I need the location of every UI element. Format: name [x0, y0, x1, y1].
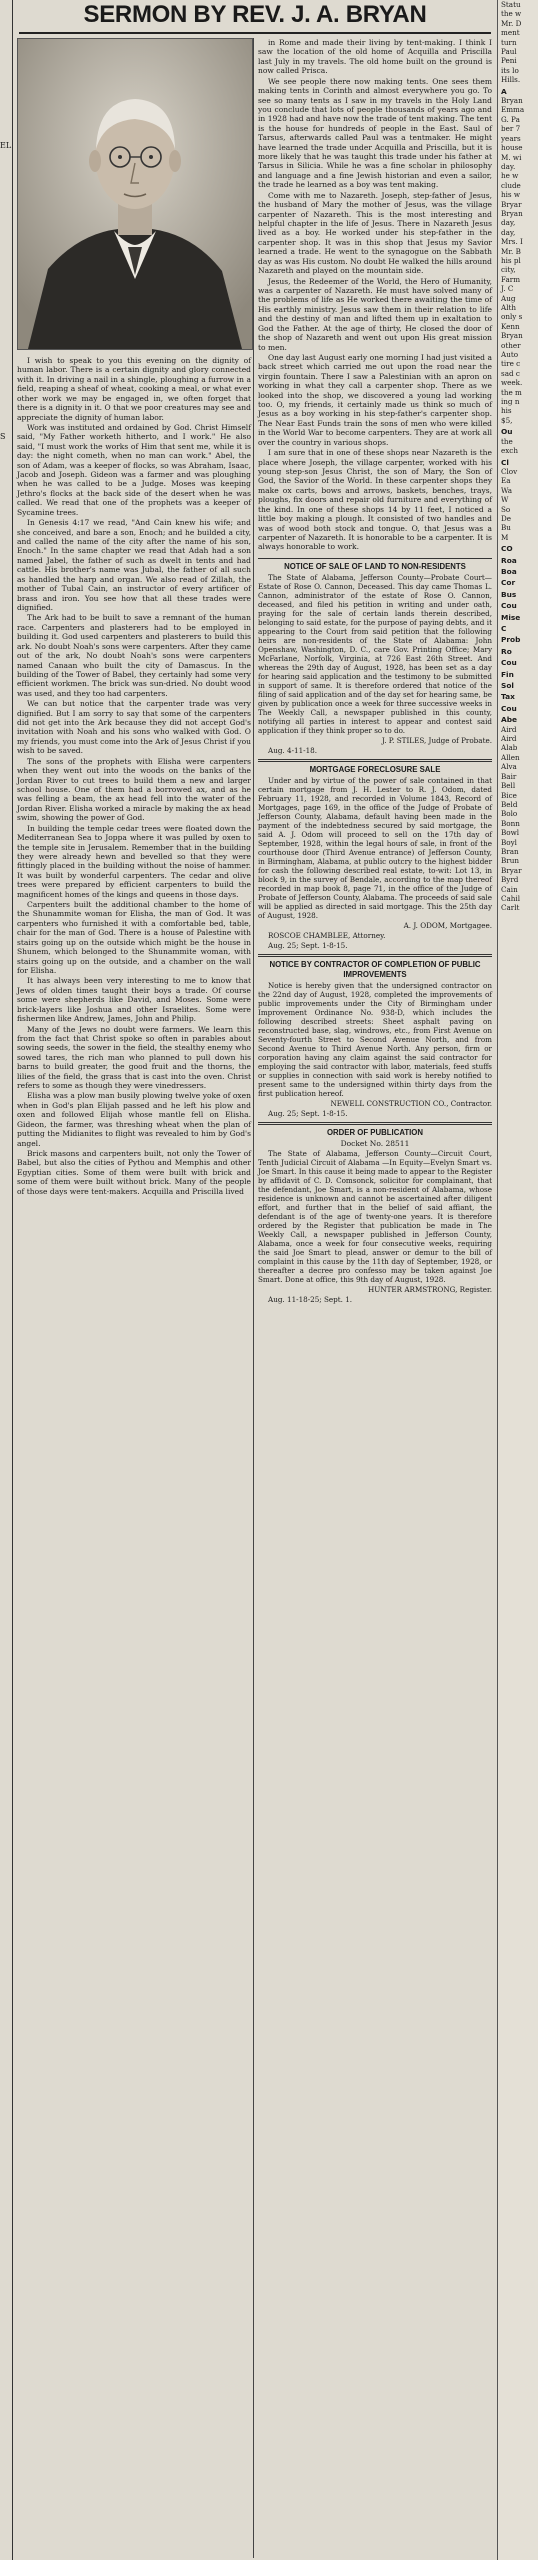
- portrait-image: [18, 39, 252, 349]
- right-fragment: Bowl: [501, 828, 520, 838]
- right-fragment: Bryan: [501, 331, 523, 341]
- right-fragment: W: [501, 495, 509, 505]
- right-fragment: Mr. B: [501, 246, 521, 256]
- right-fragment: day,: [501, 218, 516, 228]
- right-fragment: Hills.: [501, 75, 521, 85]
- right-fragment: Mr. D: [501, 18, 522, 28]
- right-fragment: Alab: [501, 743, 518, 753]
- right-fragment: ber 7: [501, 124, 521, 134]
- right-fragment: other: [501, 340, 521, 350]
- right-fragment: J. C: [501, 284, 514, 294]
- notice-signature: HUNTER ARMSTRONG, Register.: [367, 1285, 492, 1295]
- notice-signature: A. J. ODOM, Mortgagee.: [403, 920, 492, 930]
- right-fragment: Beld: [501, 799, 518, 809]
- notice-body: Notice is hereby given that the undersigned contractor on the 22nd day of August, 1928, completed the improvements of public improvements under the City of Birmingham under Improvement Ordinance No. 938-D, which includes the following described streets: Sheet asphalt paving on reconstructed base, slag, windrows, etc., from First Avenue on Seventy-fourth Street to Second Avenue North, and from Second Avenue to Third Avenue North. Any person, firm or corporation having any claim against the said contractor for employing the said contractor with labor, materials, feed stuffs or supplies in connection with said work is hereby notified to present same to the undersigned within thirty days from the first publication hereof.: [258, 980, 492, 1098]
- right-fragment: years: [501, 133, 521, 143]
- column-rule: [253, 38, 254, 2558]
- right-fragment: its lo: [501, 65, 519, 75]
- notice-dates: Aug. 25; Sept. 1-8-15.: [268, 940, 348, 950]
- right-fragment: Ea: [501, 476, 511, 486]
- legal-notice-publication: [258, 1122, 492, 1304]
- right-fragment: ing n: [501, 397, 520, 407]
- right-fragment: sad c: [501, 368, 520, 378]
- right-fragment: Roa: [501, 555, 517, 565]
- sermon-paragraph: The sons of the prophets with Elisha were carpenters when they went out into the woods on the banks of the Jordan River to cut trees to build them a new and larger school house. One of them had a borrowed ax, and as he was felling a beam, the ax head fell into the water of the Jordan River. Elisha worked a miracle by making the ax head swim, showing the power of God.: [17, 756, 251, 823]
- right-fragment: Fin: [501, 669, 514, 679]
- right-fragment: house: [501, 143, 523, 153]
- right-fragment: Cou: [501, 601, 517, 611]
- right-fragment: Prob: [501, 635, 521, 645]
- notice-body: The State of Alabama, Jefferson County—Probate Court—Estate of Rose O. Cannon, Deceased. This day came Thomas L. Cannon, administrator of the estate of Rose O. Cannon, deceased, and filed his petition in writing and under oath, praying for the sale of certain lands therein described, belonging to said estate, for the purpose of paying debts, and it appearing to the Court from said petition that the following heirs are non-residents of the State of Alabama: John Openshaw, Washington, D. C., care Gov. Printing Office; Mary McFarlane, Norfolk, Virginia, at 726 East 26th Street. And whereas the 29th day of August, 1928, has been set as a day for hearing said application and the testimony to be submitted in support of same. It is therefore ordered that notice of the filing of said application and of the day set for hearing same, be given by publication once a week for three successive weeks in The Weekly Call, a newspaper published in this county, notifying all parties in interest to appear and contest said application if they think proper so to do.: [258, 572, 492, 735]
- sermon-paragraph: Work was instituted and ordained by God. Christ Himself said, "My Father worketh hitherto, and I work." He also said, "I must work the works of Him that sent me, while it is day: the night cometh, when no man can work." Abel, the son of Adam, was a keeper of flocks, so was Abraham, Isaac, Jacob and Joseph. Gideon was a farmer and was ploughing when he was called to be a Judge. Moses was keeping Jethro's flocks at the back side of the desert when he was called. We read that one of the prophets was a keeper of Sycamine trees.: [17, 422, 251, 517]
- right-fragment: Clov: [501, 466, 518, 476]
- right-fragment: CO: [501, 544, 513, 554]
- right-fragment: his pl: [501, 255, 521, 265]
- right-fragment: Bryar: [501, 199, 522, 209]
- right-fragment: the w: [501, 9, 522, 19]
- notice-signature: NEWELL CONSTRUCTION CO., Contractor.: [330, 1098, 492, 1108]
- right-fragment: Boa: [501, 566, 517, 576]
- sermon-paragraph: Jesus, the Redeemer of the World, the Hero of Humanity, was a carpenter of Nazareth. He must have solved many of the problems of life as He worked there awaiting the time of His earthly ministry. Jesus saw them in their relation to life and the destiny of man and lifted them up in exaltation to God the Father. At the age of thirty, He closed the door of the shop of Nazareth and went out upon His great mission to men.: [258, 276, 492, 352]
- notice-docket: Docket No. 28511: [340, 1138, 410, 1148]
- right-fragment: Emma: [501, 105, 525, 115]
- legal-notice-mortgage: [258, 759, 492, 950]
- right-fragment: day.: [501, 161, 516, 171]
- right-fragment: ment: [501, 28, 520, 38]
- sermon-paragraph: We can but notice that the carpenter trade was very dignified. But I am sorry to say that some of the carpenters did not get into the Ark because they did not accept God's invitation with Noah and his sons who walked with God. O my friends, you must come into the Ark of Jesus Christ if you wish to be saved.: [17, 699, 251, 756]
- right-fragment: Bryan: [501, 208, 523, 218]
- notice-dates: Aug. 4-11-18.: [268, 745, 317, 755]
- notice-heading: ORDER OF PUBLICATION: [326, 1127, 423, 1137]
- sermon-paragraph: in Rome and made their living by tent-making. I think I saw the location of the old home of Acquilla and Priscilla last July in my travels. The old home built on the ground is now called Prisca.: [258, 38, 492, 76]
- right-fragment: tire c: [501, 359, 521, 369]
- right-fragment: Mrs. I: [501, 237, 523, 247]
- portrait-photo: [17, 38, 253, 350]
- notice-body: The State of Alabama, Jefferson County—Circuit Court, Tenth Judicial Circuit of Alabama —In Equity—Evelyn Smart vs. Joe Smart. In this cause it being made to appear to the Register by affidavit of C. D. Comsonck, solicitor for complainant, that the defendant, Joe Smart, is a non-resident of Alabama, whose residence is unknown and cannot be ascertained after diligent effort, and further that in the belief of said affiant, the defendant is of the age of twenty-one years. It is therefore ordered by the Register that publication be made in The Weekly Call, a newspaper published in Jefferson County, Alabama, once a week for four consecutive weeks, requiring the said Joe Smart to plead, answer or demur to the bill of complaint in this cause by the 11th day of September, 1928, or thereafter a decree pro confesso may be taken against Joe Smart. Done at office, this 9th day of August, 1928.: [258, 1149, 492, 1285]
- legal-notice-contractor: [258, 954, 492, 1118]
- notice-heading: MORTGAGE FORECLOSURE SALE: [309, 764, 441, 774]
- sermon-article: [12, 0, 497, 2560]
- right-fragment: Bonn: [501, 818, 520, 828]
- right-fragment: Cain: [501, 884, 518, 894]
- right-fragment: M: [501, 532, 509, 542]
- right-fragment: turn: [501, 37, 517, 47]
- right-fragment: Kenn: [501, 321, 520, 331]
- notice-heading: NOTICE OF SALE OF LAND TO NON-RESIDENTS: [284, 561, 466, 571]
- right-fragment: Cahil: [501, 893, 521, 903]
- legal-notice-land-sale: [258, 558, 492, 755]
- article-column-1: [17, 38, 251, 1197]
- right-fragment: Aird: [501, 734, 517, 744]
- right-fragment: Aird: [501, 724, 517, 734]
- right-fragment: Brun: [501, 856, 519, 866]
- right-fragment: Bus: [501, 589, 517, 599]
- sermon-paragraph: Come with me to Nazareth. Joseph, step-father of Jesus, the husband of Mary the mother of Jesus, was the village carpenter of Nazareth. This is the most interesting and helpful chapter in the life of Jesus. There in Nazareth Jesus lived as a boy. He worked under his step-father in the carpenter shop. It was in this shop that Jesus my Savior learned a trade. He went to the synagogue on the Sabbath day as was His custom. No doubt He walked the hills around Nazareth and played on the mountain side.: [258, 190, 492, 276]
- left-clipped-column: [0, 0, 12, 2560]
- right-fragment: Farm: [501, 274, 521, 284]
- right-fragment: Carlt: [501, 903, 520, 913]
- sermon-paragraph: We see people there now making tents. One sees them making tents in Corinth and almost everywhere you go. To see so many tents as I saw in my travels in the Holy Land you conclude that lots of people thousands of years ago and in 1928 had and have now the trade of tent making. The tent is the house for hundreds of people in the East. Saul of Tarsus, afterwards called Paul was a tentmaker. He might have learned the trade under Acquilla and Priscilla, but it is more likely that he was taught this trade under his father at Tarsus in Silicia. While he was a fine scholar in philosophy and language and a fine Jewish historian and even a sailor, the trade he learned as a boy was tent making.: [258, 76, 492, 190]
- sermon-paragraph: The Ark had to be built to save a remnant of the human race. Carpenters and plasterers had to be employed in building it. God used carpenters and plasterers to build this ark. No doubt Noah's sons were carpenters. After they came out of the ark, No doubt Noah's sons were carpenters named Canaan who built the city of Damascus. In the building of the Tower of Babel, they certainly had some very efficient workmen. The brick was sun-dried. No doubt wood was used, and they too had carpenters.: [17, 613, 251, 698]
- right-fragment: his w: [501, 190, 521, 200]
- right-fragment: Auto: [501, 350, 519, 360]
- right-fragment: Bu: [501, 523, 511, 533]
- notice-heading: NOTICE BY CONTRACTOR OF COMPLETION OF PUBLIC IMPROVEMENTS: [269, 959, 481, 979]
- right-fragment: day,: [501, 227, 516, 237]
- left-fragment: S: [0, 432, 6, 441]
- article-column-2: [258, 38, 492, 1305]
- right-fragment: Ro: [501, 646, 512, 656]
- right-fragment: Bell: [501, 781, 516, 791]
- right-fragment: Byrd: [501, 875, 519, 885]
- right-fragment: A: [501, 86, 507, 96]
- sermon-paragraph: Many of the Jews no doubt were farmers. We learn this from the fact that Christ spoke so often in parables about sowing seeds, the sower in the field, the stealthy enemy who sowed tares, the rich man who planned to pull down his barns to build greater, the good fruit and the thorns, the lilies of the field, the grass that is cast into the oven. Christ refers to some as though they were vinedressers.: [17, 1024, 251, 1091]
- article-headline: SERMON BY REV. J. A. BRYAN: [19, 0, 491, 34]
- right-fragment: the: [501, 436, 513, 446]
- notice-body: Under and by virtue of the power of sale contained in that certain mortgage from J. H. Lester to R. J. Odom, dated February 11, 1928, and recorded in Volume 1843, Record of Mortgages, page 169, in the office of the Judge of Probate of Jefferson County, Alabama, default having been made in the payment of the indebtedness secured by said mortgage, the said A. J. Odom will proceed to sell on the 17th day of September, 1928, within the legal hours of sale, in front of the courthouse door (Third Avenue entrance) of Jefferson County, in Birmingham, Alabama, at public outcry to the highest bidder for cash the following described real estate, to-wit: Lot 13, in block 9, in the survey of Bendale, according to the map thereof recorded in map book 8, page 71, in the office of the Judge of Probate of Jefferson County, Alabama. The proceeds of said sale will be applied as directed in said mortgage. This the 25th day of August, 1928.: [258, 775, 492, 920]
- right-fragment: he w: [501, 171, 519, 181]
- right-fragment: the m: [501, 387, 522, 397]
- right-fragment: Statu: [501, 0, 521, 9]
- sermon-paragraph: In Genesis 4:17 we read, "And Cain knew his wife; and she conceived, and bare a son, Enoch; and he builded a city, and called the name of the city after the name of his son, Enoch." In the same chapter we read that Adah had a son named Jabel, the father of such as dwelt in tents and had cattle. His brother's name was Jubal, the father of all such as handled the harp and organ. We also read of Zillah, the mother of Tubal Cain, an instructor of every artificer of brass and iron. You see how that all these trades were dignified.: [17, 518, 251, 612]
- right-fragment: Bryar: [501, 865, 522, 875]
- right-fragment: M. wi: [501, 152, 522, 162]
- right-fragment: Cor: [501, 578, 516, 588]
- right-fragment: week.: [501, 378, 523, 388]
- right-fragment: Alth: [501, 303, 517, 312]
- sermon-paragraph: One day last August early one morning I had just visited a back street which carried me out upon the road near the virgin fountain. There I saw a Palestinian with an apron on working in what they call a carpenter shop. There as we looked into the shop, we discovered a young lad working too. O, my friends, it certainly made us think so much of Jesus as a boy working in his step-father's carpenter shop. The Near East Funds train the sons of men who were killed in the World War to become carpenters. They are at work all over the country in various shops.: [258, 352, 492, 447]
- right-fragment: Tax: [501, 692, 515, 702]
- right-fragment: Paul: [501, 47, 517, 57]
- notice-dates: Aug. 11-18-25; Sept. 1.: [268, 1295, 353, 1305]
- right-fragment: Alva: [501, 762, 517, 772]
- right-fragment: G. Pa: [501, 114, 520, 124]
- notice-signature: J. P. STILES, Judge of Probate.: [381, 735, 492, 745]
- right-fragment: Peni: [501, 56, 517, 66]
- right-fragment: Cou: [501, 703, 517, 713]
- notice-attorney: ROSCOE CHAMBLEE, Attorney.: [268, 930, 386, 940]
- right-fragment: Wa: [501, 485, 513, 495]
- right-fragment: city,: [501, 265, 516, 275]
- right-fragment: Bair: [501, 771, 517, 781]
- right-fragment: Allen: [501, 752, 520, 762]
- right-fragment: Cou: [501, 658, 517, 668]
- sermon-paragraph: I wish to speak to you this evening on the dignity of human labor. There is a certain dignity and glory connected with it. In driving a nail in a shingle, ploughing a furrow in a field, reaping a sheaf of wheat, cooking a meal, or what ever other work we may be engaged in, we often forget that there is a dignity in it. O that we poor creatures may see and appreciate the dignity of human labor.: [17, 356, 251, 422]
- right-fragment: Cl: [501, 457, 509, 467]
- right-fragment: Bolo: [501, 809, 518, 819]
- sermon-paragraph: I am sure that in one of these shops near Nazareth is the place where Joseph, the village carpenter, worked with his young step-son Jesus Christ, the son of Mary, the Son of God, the Savior of the World. In these carpenter shops they make ox carts, bows and arrows, baskets, benches, trays, ploughs, fix doors and repair old furniture and everything of the kind. In one of these shops 14 by 11 feet, I noticed a little boy making a plough. It consisted of two handles and was of wood both stock and tongue. O, that Jesus was a carpenter of Nazareth. It is honorable to be a carpenter. It is always honorable to work.: [258, 448, 492, 552]
- right-fragment: Aug: [501, 293, 516, 303]
- sermon-paragraph: It has always been very interesting to me to know that Jews of olden times taught their boys a trade. Of course some were shepherds like David, and Moses. Some were brick-layers like Joshua and other Israelites. Some were fishermen like Andrew, James, John and Philip.: [17, 976, 251, 1024]
- notice-dates: Aug. 25; Sept. 1-8-15.: [268, 1108, 348, 1118]
- right-fragment: De: [501, 513, 512, 523]
- sermon-paragraph: In building the temple cedar trees were floated down the Mediterranean Sea to Joppa where it was pulled by oxen to the temple site in Jerusalem. Remember that in the building they were already hewn and bevelled so that they were fittingly placed in the building without the noise of hammer. It was built by wonderful carpenters. The cedar and olive trees were prepared by efficient carpenters to build the magnificent homes of the kings and queens in those days.: [17, 823, 251, 899]
- sermon-paragraph: Brick masons and carpenters built, not only the Tower of Babel, but also the cities of Pythou and Memphis and other Egyptian cities. Some of them were built with brick and some of them were built without brick. Many of the people of those days were tent-makers. Acquilla and Priscilla lived: [17, 1149, 251, 1196]
- right-fragment: So: [501, 504, 511, 514]
- sermon-paragraph: Elisha was a plow man busily plowing twelve yoke of oxen when in God's plan Elijah passed and he left his plow and oxen and followed Elijah whose mantle fell on Elisha. Gideon, the farmer, was threshing wheat when the plan of putting the Midianites to flight was revealed to him by God's angel.: [17, 1091, 251, 1148]
- right-fragment: Sol: [501, 681, 514, 691]
- right-fragment: clude: [501, 180, 521, 190]
- right-fragment: his: [501, 406, 512, 416]
- right-fragment: Boyl: [501, 837, 517, 847]
- right-fragment: Ou: [501, 427, 513, 437]
- right-fragment: exch: [501, 446, 518, 456]
- right-fragment: Mise: [501, 612, 521, 622]
- right-fragment: C: [501, 624, 507, 633]
- right-fragment: Abe: [501, 715, 518, 725]
- right-fragment: Bran: [501, 846, 519, 856]
- right-clipped-column: [497, 0, 538, 2560]
- left-fragment: EL.: [0, 141, 14, 150]
- right-fragment: $5,: [501, 415, 513, 425]
- sermon-paragraph: Carpenters built the additional chamber to the home of the Shunammite woman for Elisha, the man of God. It was carpenters who furnished it with a comfortable bed, table, chair for the man of God. There is a house of Palestine with stairs going up on the outside which might be the house in Shunem, which belonged to the Shunammite woman, with stairs going up on the outside, and a chamber on the wall for Elisha.: [17, 900, 251, 975]
- right-fragment: Bryan: [501, 96, 523, 106]
- right-fragment: only s: [501, 312, 523, 322]
- right-fragment: Bice: [501, 790, 517, 800]
